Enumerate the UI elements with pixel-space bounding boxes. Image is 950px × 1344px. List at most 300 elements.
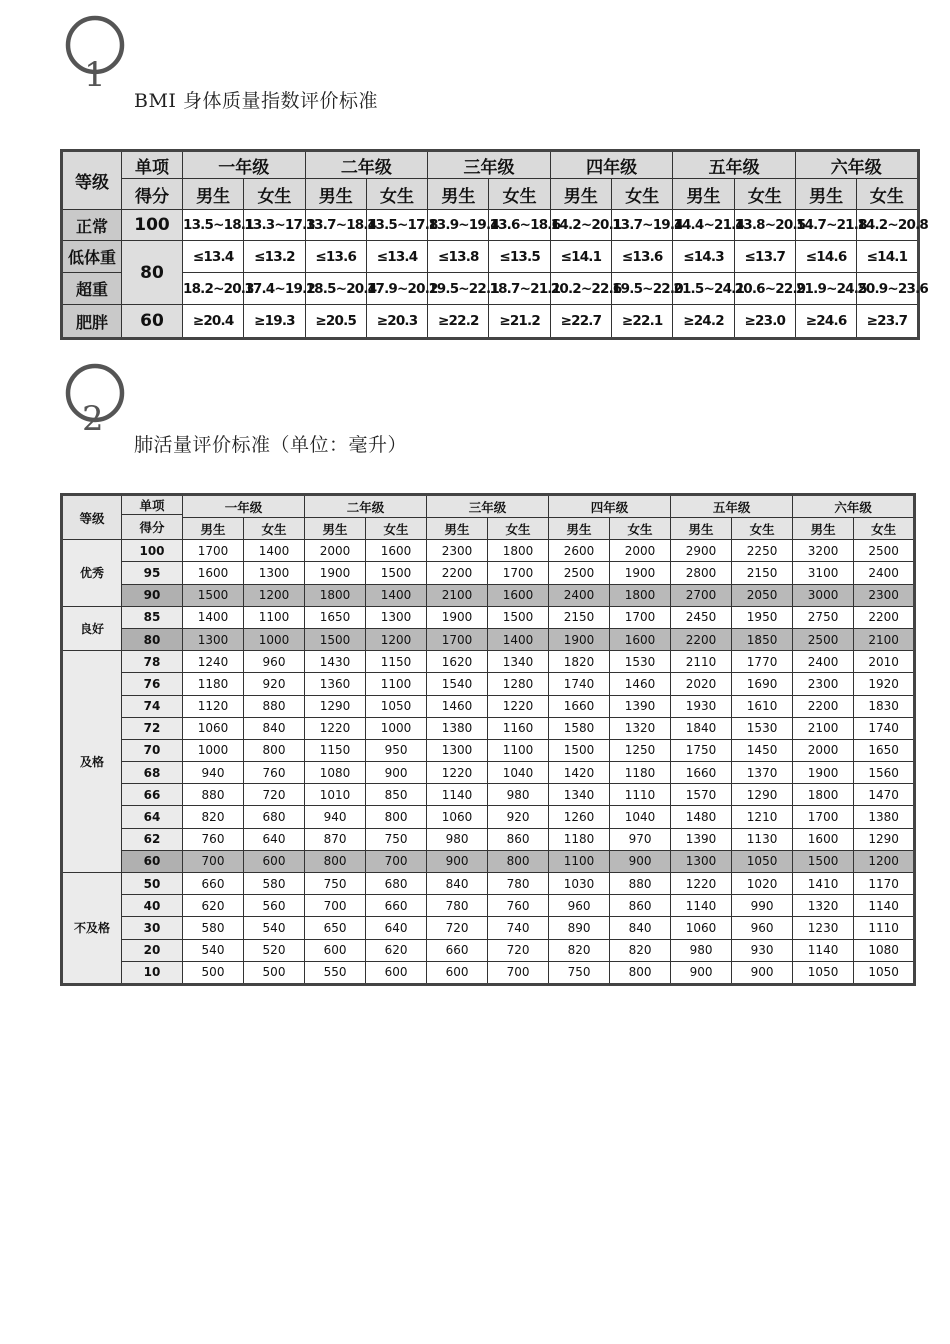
score-cell: 100 [122,540,183,562]
value-cell: 1700 [610,606,671,628]
lung-row [62,895,915,917]
value-cell: 800 [305,850,366,872]
value-cell: 980 [488,784,549,806]
score-cell: 80 [122,628,183,650]
value-cell: 20.9~23.6 [857,273,918,305]
value-cell: 960 [549,895,610,917]
value-cell: 2100 [427,584,488,606]
value-cell: 2000 [610,540,671,562]
value-cell: 1800 [488,540,549,562]
value-cell: 1110 [610,784,671,806]
value-cell: 21.9~24.5 [795,273,856,305]
level-cell: 及格 [62,651,122,873]
level-cell: 优秀 [62,540,122,607]
value-cell: 1850 [732,628,793,650]
bmi-table [60,149,928,340]
value-cell: 1040 [488,762,549,784]
value-cell: 1390 [671,828,732,850]
value-cell: 2500 [854,540,915,562]
score-cell: 60 [122,850,183,872]
value-cell: 1180 [610,762,671,784]
value-cell: 780 [488,873,549,895]
value-cell: 13.7~19.4 [612,210,673,241]
lung-row [62,717,915,739]
value-cell: 1530 [610,651,671,673]
value-cell: 2200 [427,562,488,584]
score-cell: 30 [122,917,183,939]
grade-header: 四年级 [549,495,671,518]
value-cell: 650 [305,917,366,939]
value-cell: 1200 [244,584,305,606]
value-cell: 1160 [488,717,549,739]
score-cell: 64 [122,806,183,828]
value-cell: 640 [366,917,427,939]
value-cell: 850 [366,784,427,806]
value-cell: 1200 [854,850,915,872]
female-header: 女生 [366,179,427,210]
value-cell: 900 [366,762,427,784]
value-cell: 1480 [671,806,732,828]
value-cell: ≤13.4 [183,241,244,273]
value-cell: 1430 [305,651,366,673]
value-cell: 840 [610,917,671,939]
value-cell: 1500 [488,606,549,628]
value-cell: 800 [610,961,671,984]
bmi-row [62,273,919,305]
value-cell: ≥22.2 [428,305,489,339]
value-cell: 1340 [488,651,549,673]
value-cell: 13.7~18.4 [305,210,366,241]
value-cell: 1900 [305,562,366,584]
value-cell: 1140 [793,939,854,961]
lung-row [62,651,915,673]
value-cell: 900 [671,961,732,984]
value-cell: 2000 [305,540,366,562]
value-cell: 950 [366,739,427,761]
value-cell: 820 [610,939,671,961]
grade-header: 一年级 [183,495,305,518]
lung-row [62,828,915,850]
female-header: 女生 [366,518,427,540]
value-cell: 2050 [732,584,793,606]
value-cell: 700 [305,895,366,917]
value-cell: 540 [183,939,244,961]
score-header: 得分 [122,515,183,540]
value-cell: 1660 [549,695,610,717]
value-cell: 1000 [244,628,305,650]
value-cell: 880 [610,873,671,895]
value-cell: 800 [366,806,427,828]
value-cell: 2110 [671,651,732,673]
lung-row [62,673,915,695]
value-cell: 1690 [732,673,793,695]
grade-header: 二年级 [305,151,428,179]
bmi-row [62,241,919,273]
value-cell: 1410 [793,873,854,895]
value-cell: 14.4~21.4 [673,210,734,241]
score-cell: 70 [122,739,183,761]
value-cell: 1010 [305,784,366,806]
female-header: 女生 [244,179,305,210]
value-cell: 18.5~20.4 [305,273,366,305]
value-cell: ≥20.3 [366,305,427,339]
value-cell: 1830 [854,695,915,717]
value-cell: 1210 [732,806,793,828]
value-cell: 1600 [366,540,427,562]
value-cell: 2500 [549,562,610,584]
value-cell: 14.7~21.8 [795,210,856,241]
male-header: 男生 [549,518,610,540]
level-header: 等级 [62,151,122,210]
value-cell: ≥24.2 [673,305,734,339]
value-cell: 2010 [854,651,915,673]
lung-row [62,695,915,717]
value-cell: 600 [366,961,427,984]
male-header: 男生 [183,179,244,210]
value-cell: 1570 [671,784,732,806]
score-cell: 50 [122,873,183,895]
lung-row [62,628,915,650]
value-cell: 900 [732,961,793,984]
value-cell: 1120 [183,695,244,717]
value-cell: 880 [244,695,305,717]
value-cell: 13.5~17.8 [366,210,427,241]
value-cell: 820 [549,939,610,961]
value-cell: 17.4~19.2 [244,273,305,305]
value-cell: 1450 [732,739,793,761]
value-cell: 1050 [854,961,915,984]
value-cell: 580 [183,917,244,939]
value-cell: 720 [427,917,488,939]
value-cell: 960 [732,917,793,939]
value-cell: 1140 [427,784,488,806]
score-cell: 68 [122,762,183,784]
value-cell: 640 [244,828,305,850]
value-cell: 1040 [610,806,671,828]
score-cell: 100 [122,210,183,241]
value-cell: 13.6~18.6 [489,210,550,241]
value-cell: 840 [427,873,488,895]
value-cell: 1100 [488,739,549,761]
value-cell: 1380 [427,717,488,739]
value-cell: 1300 [427,739,488,761]
value-cell: 1290 [732,784,793,806]
value-cell: 860 [488,828,549,850]
value-cell: 990 [732,895,793,917]
value-cell: 1220 [305,717,366,739]
value-cell: 1770 [732,651,793,673]
value-cell: 1360 [305,673,366,695]
value-cell: 2000 [793,739,854,761]
value-cell: 620 [183,895,244,917]
item-header: 单项 [122,495,183,515]
female-header: 女生 [857,179,918,210]
value-cell: ≤13.6 [612,241,673,273]
value-cell: 1110 [854,917,915,939]
value-cell: 14.2~20.1 [550,210,611,241]
value-cell: 1290 [854,828,915,850]
section-1-marker [64,14,126,95]
value-cell: 600 [305,939,366,961]
grade-header: 三年级 [428,151,551,179]
value-cell: 1470 [854,784,915,806]
level-cell: 正常 [62,210,122,241]
lung-row [62,939,915,961]
value-cell: 1530 [732,717,793,739]
value-cell: 1650 [854,739,915,761]
value-cell: 2150 [549,606,610,628]
value-cell: 1290 [305,695,366,717]
value-cell: 1700 [793,806,854,828]
score-cell: 72 [122,717,183,739]
female-header: 女生 [244,518,305,540]
value-cell: 1050 [793,961,854,984]
value-cell: 1610 [732,695,793,717]
value-cell: 660 [183,873,244,895]
value-cell: 1500 [793,850,854,872]
value-cell: 2600 [549,540,610,562]
value-cell: 1600 [488,584,549,606]
value-cell: 550 [305,961,366,984]
value-cell: 660 [427,939,488,961]
value-cell: 2200 [793,695,854,717]
value-cell: 1560 [854,762,915,784]
value-cell: 2300 [793,673,854,695]
value-cell: 13.3~17.3 [244,210,305,241]
value-cell: 1400 [366,584,427,606]
value-cell: 1920 [854,673,915,695]
value-cell: 1380 [854,806,915,828]
value-cell: 760 [183,828,244,850]
value-cell: 21.5~24.1 [673,273,734,305]
value-cell: 680 [244,806,305,828]
male-header: 男生 [305,518,366,540]
value-cell: 520 [244,939,305,961]
value-cell: 1820 [549,651,610,673]
level-cell: 肥胖 [62,305,122,339]
section-1-number: 1 [84,55,106,95]
bmi-row [62,305,919,339]
value-cell: 3200 [793,540,854,562]
value-cell: 2150 [732,562,793,584]
score-cell: 62 [122,828,183,850]
value-cell: ≤13.2 [244,241,305,273]
value-cell: 2300 [427,540,488,562]
value-cell: 1370 [732,762,793,784]
value-cell: 700 [183,850,244,872]
value-cell: 2400 [549,584,610,606]
male-header: 男生 [671,518,732,540]
value-cell: 1700 [183,540,244,562]
value-cell: 750 [366,828,427,850]
value-cell: 1700 [488,562,549,584]
female-header: 女生 [488,518,549,540]
male-header: 男生 [550,179,611,210]
value-cell: 20.2~22.6 [550,273,611,305]
male-header: 男生 [428,179,489,210]
value-cell: 1320 [793,895,854,917]
value-cell: 760 [244,762,305,784]
header-row [62,495,915,515]
value-cell: 780 [427,895,488,917]
value-cell: 1260 [549,806,610,828]
value-cell: 1660 [671,762,732,784]
value-cell: 2400 [793,651,854,673]
value-cell: 18.7~21.1 [489,273,550,305]
value-cell: 1150 [366,651,427,673]
value-cell: 1050 [732,850,793,872]
value-cell: 2750 [793,606,854,628]
value-cell: ≥19.3 [244,305,305,339]
value-cell: ≥24.6 [795,305,856,339]
score-cell: 80 [122,241,183,305]
value-cell: 1740 [854,717,915,739]
value-cell: 720 [488,939,549,961]
value-cell: 2450 [671,606,732,628]
score-cell: 66 [122,784,183,806]
value-cell: 1300 [671,850,732,872]
value-cell: 1500 [183,584,244,606]
value-cell: 1240 [183,651,244,673]
lung-row [62,873,915,895]
value-cell: 2700 [671,584,732,606]
value-cell: ≥21.2 [489,305,550,339]
value-cell: 1050 [366,695,427,717]
value-cell: 940 [305,806,366,828]
lung-capacity-table [60,493,916,986]
lung-row [62,540,915,562]
value-cell: 900 [427,850,488,872]
bmi-row [62,210,919,241]
value-cell: 1300 [183,628,244,650]
header-row [62,151,919,179]
value-cell: 13.5~18.1 [183,210,244,241]
value-cell: 1060 [671,917,732,939]
value-cell: 13.8~20.5 [734,210,795,241]
grade-header: 五年级 [671,495,793,518]
value-cell: ≥20.5 [305,305,366,339]
value-cell: ≤13.4 [366,241,427,273]
value-cell: 1300 [366,606,427,628]
value-cell: 880 [183,784,244,806]
value-cell: 1800 [305,584,366,606]
value-cell: 2020 [671,673,732,695]
value-cell: 720 [244,784,305,806]
value-cell: 1400 [183,606,244,628]
value-cell: 1420 [549,762,610,784]
level-cell: 不及格 [62,873,122,985]
value-cell: 2300 [854,584,915,606]
score-cell: 60 [122,305,183,339]
male-header: 男生 [673,179,734,210]
value-cell: 1100 [549,850,610,872]
value-cell: 870 [305,828,366,850]
value-cell: 1900 [610,562,671,584]
grade-header: 六年级 [793,495,915,518]
score-header: 得分 [122,179,183,210]
value-cell: 20.6~22.9 [734,273,795,305]
value-cell: 18.2~20.3 [183,273,244,305]
female-header: 女生 [732,518,793,540]
value-cell: 1580 [549,717,610,739]
value-cell: 660 [366,895,427,917]
value-cell: 1390 [610,695,671,717]
value-cell: 1060 [183,717,244,739]
value-cell: 1620 [427,651,488,673]
value-cell: 1500 [305,628,366,650]
value-cell: 2200 [671,628,732,650]
value-cell: 1840 [671,717,732,739]
value-cell: 1600 [183,562,244,584]
grade-header: 四年级 [550,151,673,179]
value-cell: 1000 [366,717,427,739]
section-2-title: 肺活量评价标准（单位：毫升） [134,434,408,456]
score-cell: 78 [122,651,183,673]
lung-row [62,784,915,806]
value-cell: ≤13.7 [734,241,795,273]
female-header: 女生 [854,518,915,540]
value-cell: ≥20.4 [183,305,244,339]
value-cell: 1500 [366,562,427,584]
value-cell: 930 [732,939,793,961]
value-cell: 1250 [610,739,671,761]
value-cell: ≥22.1 [612,305,673,339]
value-cell: 600 [244,850,305,872]
male-header: 男生 [793,518,854,540]
value-cell: 700 [488,961,549,984]
value-cell: 740 [488,917,549,939]
value-cell: 1400 [488,628,549,650]
male-header: 男生 [305,179,366,210]
level-cell: 良好 [62,606,122,650]
value-cell: 500 [183,961,244,984]
value-cell: 1200 [366,628,427,650]
value-cell: 13.9~19.4 [428,210,489,241]
value-cell: 19.5~22.0 [612,273,673,305]
value-cell: 1540 [427,673,488,695]
lung-row [62,850,915,872]
value-cell: 1700 [427,628,488,650]
value-cell: 2800 [671,562,732,584]
value-cell: 560 [244,895,305,917]
value-cell: 680 [366,873,427,895]
male-header: 男生 [427,518,488,540]
value-cell: 1740 [549,673,610,695]
value-cell: 600 [427,961,488,984]
value-cell: 2400 [854,562,915,584]
value-cell: 1000 [183,739,244,761]
grade-header: 二年级 [305,495,427,518]
value-cell: ≤13.5 [489,241,550,273]
value-cell: 1180 [549,828,610,850]
lung-row [62,917,915,939]
score-cell: 74 [122,695,183,717]
value-cell: 700 [366,850,427,872]
value-cell: 1750 [671,739,732,761]
value-cell: 17.9~20.2 [366,273,427,305]
value-cell: 580 [244,873,305,895]
value-cell: 2250 [732,540,793,562]
value-cell: 1800 [793,784,854,806]
value-cell: ≤14.1 [550,241,611,273]
level-header: 等级 [62,495,122,540]
male-header: 男生 [795,179,856,210]
value-cell: 1900 [427,606,488,628]
value-cell: 1220 [671,873,732,895]
value-cell: 2500 [793,628,854,650]
male-header: 男生 [183,518,244,540]
value-cell: 500 [244,961,305,984]
